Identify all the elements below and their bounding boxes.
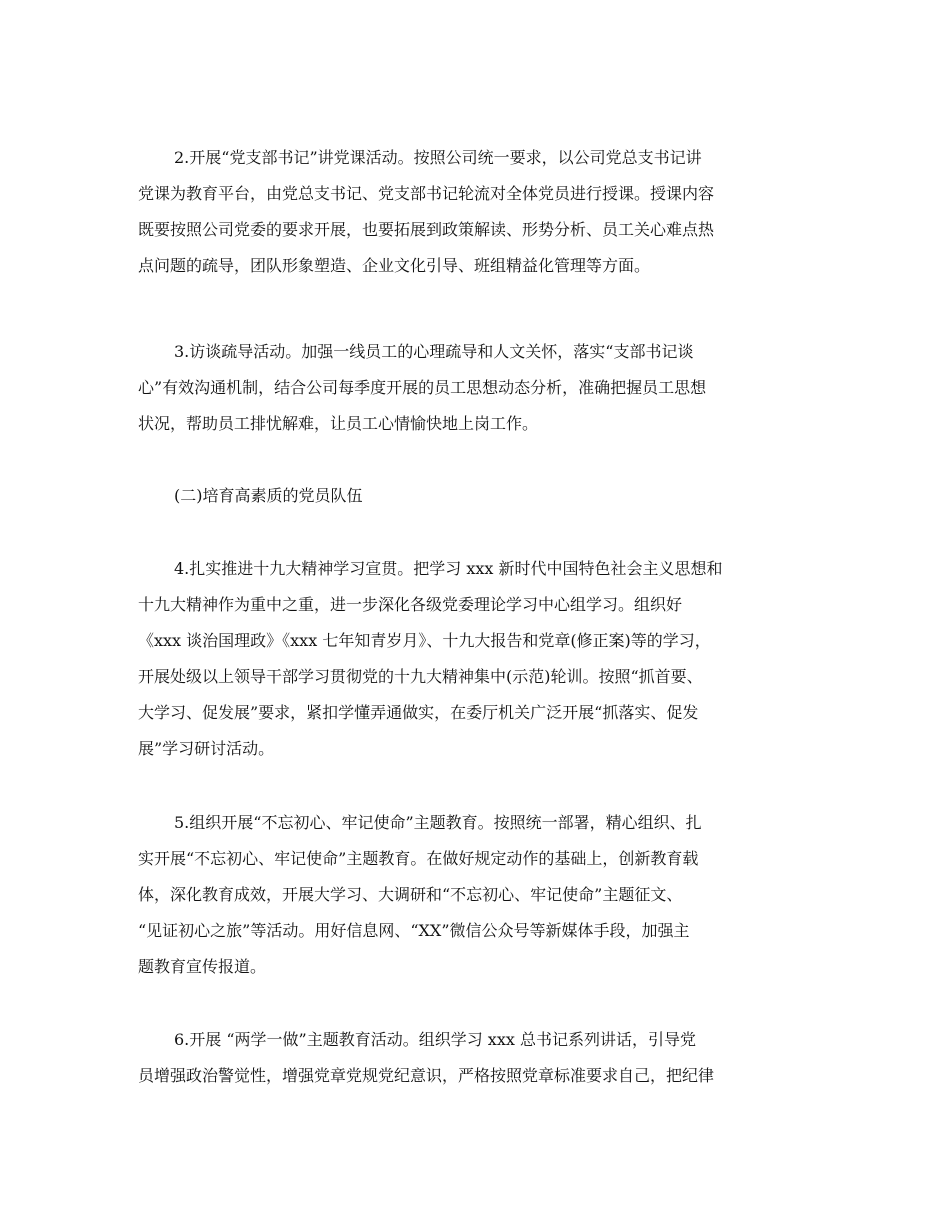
paragraph-4-line-5: 大学习、促发展”要求，紧扣学懂弄通做实，在委厅机关广泛开展“抓落实、促发 (138, 703, 699, 722)
paragraph-5-line-5: 题教育宣传报道。 (138, 957, 267, 976)
paragraph-4-line-2: 十九大精神作为重中之重，进一步深化各级党委理论学习中心组学习。组织好 (138, 595, 683, 614)
paragraph-4-line-4: 开展处级以上领导干部学习贯彻党的十九大精神集中(示范)轮训。按照“抓首要、 (138, 667, 703, 686)
paragraph-2-line-3: 既要按照公司党委的要求开展，也要拓展到政策解读、形势分析、员工关心难点热 (138, 220, 715, 239)
paragraph-4-line-1: 4.扎实推进十九大精神学习宣贯。把学习 xxx 新时代中国特色社会主义思想和 (174, 559, 723, 578)
paragraph-3-line-3: 状况，帮助员工排忧解难，让员工心情愉快地上岗工作。 (138, 414, 539, 433)
paragraph-4-line-6: 展”学习研讨活动。 (138, 739, 275, 758)
section-heading: (二)培育高素质的党员队伍 (174, 486, 363, 505)
paragraph-2-line-2: 党课为教育平台，由党总支书记、党支部书记轮流对全体党员进行授课。授课内容 (138, 184, 715, 203)
paragraph-5-line-4: “见证初心之旅”等活动。用好信息网、“XX”微信公众号等新媒体手段，加强主 (138, 921, 690, 940)
paragraph-5-line-1: 5.组织开展“不忘初心、牢记使命”主题教育。按照统一部署，精心组织、扎 (174, 813, 702, 832)
paragraph-6-line-1: 6.开展 “两学一做”主题教育活动。组织学习 xxx 总书记系列讲话，引导党 (174, 1030, 696, 1049)
paragraph-6-line-2: 员增强政治警觉性，增强党章党规党纪意识，严格按照党章标准要求自己，把纪律 (138, 1066, 715, 1085)
paragraph-3-line-2: 心”有效沟通机制，结合公司每季度开展的员工思想动态分析，准确把握员工思想 (138, 378, 707, 397)
paragraph-2-line-4: 点问题的疏导，团队形象塑造、企业文化引导、班组精益化管理等方面。 (138, 256, 651, 275)
paragraph-5-line-3: 体，深化教育成效，开展大学习、大调研和“不忘初心、牢记使命”主题征文、 (138, 885, 683, 904)
paragraph-5-line-2: 实开展“不忘初心、牢记使命”主题教育。在做好规定动作的基础上，创新教育载 (138, 849, 699, 868)
paragraph-2-line-1: 2.开展“党支部书记”讲党课活动。按照公司统一要求，以公司党总支书记讲 (174, 148, 702, 167)
paragraph-4-line-3: 《xxx 谈治国理政》《xxx 七年知青岁月》、十九大报告和党章(修正案)等的学习， (138, 631, 711, 650)
paragraph-3-line-1: 3.访谈疏导活动。加强一线员工的心理疏导和人文关怀，落实“支部书记谈 (174, 342, 694, 361)
